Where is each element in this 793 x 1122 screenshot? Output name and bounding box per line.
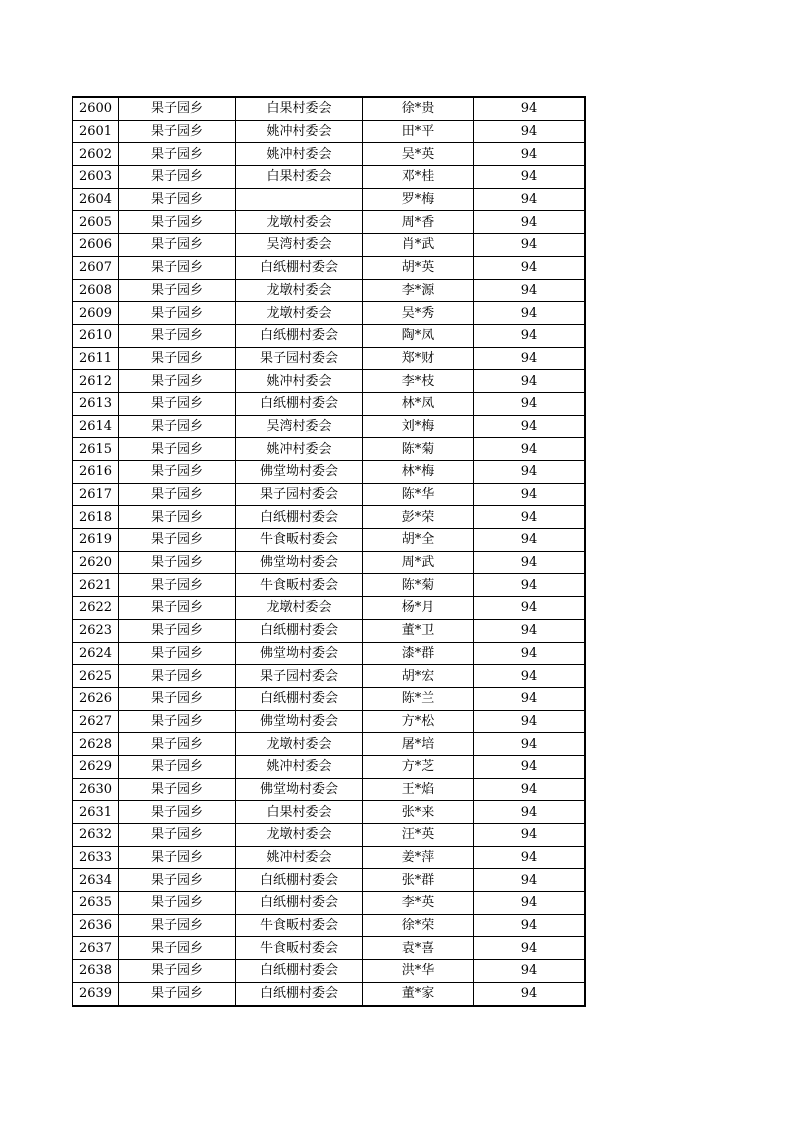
person-name-cell: 洪*华 — [363, 960, 474, 983]
row-number-cell: 2628 — [73, 733, 119, 756]
village-committee-cell: 白纸棚村委会 — [236, 869, 363, 892]
score-cell: 94 — [474, 710, 586, 733]
row-number-cell: 2621 — [73, 574, 119, 597]
table-row — [73, 982, 586, 1005]
village-committee-cell: 姚冲村委会 — [236, 755, 363, 778]
village-committee-cell: 吴湾村委会 — [236, 234, 363, 257]
village-committee-cell: 佛堂坳村委会 — [236, 778, 363, 801]
person-name-cell: 张*群 — [363, 869, 474, 892]
person-name-cell: 吴*秀 — [363, 302, 474, 325]
table-row — [73, 824, 586, 847]
score-cell: 94 — [474, 415, 586, 438]
row-number-cell: 2610 — [73, 324, 119, 347]
table-row — [73, 256, 586, 279]
row-number-cell: 2617 — [73, 483, 119, 506]
table-row — [73, 324, 586, 347]
table-row — [73, 574, 586, 597]
village-committee-cell: 牛食畈村委会 — [236, 937, 363, 960]
table-row — [73, 551, 586, 574]
person-name-cell: 姜*萍 — [363, 846, 474, 869]
person-name-cell: 李*英 — [363, 892, 474, 915]
village-committee-cell: 龙墩村委会 — [236, 597, 363, 620]
village-committee-cell: 姚冲村委会 — [236, 846, 363, 869]
person-name-cell: 张*来 — [363, 801, 474, 824]
score-cell: 94 — [474, 461, 586, 484]
roster-table — [72, 96, 586, 1007]
table-row — [73, 302, 586, 325]
village-committee-cell: 牛食畈村委会 — [236, 529, 363, 552]
person-name-cell: 罗*梅 — [363, 188, 474, 211]
row-number-cell: 2639 — [73, 982, 119, 1005]
row-number-cell: 2615 — [73, 438, 119, 461]
score-cell: 94 — [474, 892, 586, 915]
table-row — [73, 370, 586, 393]
township-cell: 果子园乡 — [119, 143, 236, 166]
person-name-cell: 胡*宏 — [363, 665, 474, 688]
person-name-cell: 徐*贵 — [363, 97, 474, 120]
village-committee-cell: 白纸棚村委会 — [236, 392, 363, 415]
table-row — [73, 279, 586, 302]
score-cell: 94 — [474, 778, 586, 801]
township-cell: 果子园乡 — [119, 937, 236, 960]
township-cell: 果子园乡 — [119, 914, 236, 937]
row-number-cell: 2600 — [73, 97, 119, 120]
township-cell: 果子园乡 — [119, 324, 236, 347]
person-name-cell: 方*芝 — [363, 755, 474, 778]
person-name-cell: 李*源 — [363, 279, 474, 302]
score-cell: 94 — [474, 97, 586, 120]
row-number-cell: 2601 — [73, 120, 119, 143]
person-name-cell: 漆*群 — [363, 642, 474, 665]
township-cell: 果子园乡 — [119, 597, 236, 620]
row-number-cell: 2622 — [73, 597, 119, 620]
table-row — [73, 166, 586, 189]
village-committee-cell: 牛食畈村委会 — [236, 574, 363, 597]
row-number-cell: 2623 — [73, 619, 119, 642]
table-row — [73, 914, 586, 937]
table-row — [73, 188, 586, 211]
village-committee-cell: 白纸棚村委会 — [236, 982, 363, 1005]
score-cell: 94 — [474, 937, 586, 960]
township-cell: 果子园乡 — [119, 370, 236, 393]
score-cell: 94 — [474, 256, 586, 279]
township-cell: 果子园乡 — [119, 892, 236, 915]
township-cell: 果子园乡 — [119, 846, 236, 869]
score-cell: 94 — [474, 869, 586, 892]
township-cell: 果子园乡 — [119, 188, 236, 211]
village-committee-cell: 白纸棚村委会 — [236, 960, 363, 983]
person-name-cell: 陈*菊 — [363, 574, 474, 597]
score-cell: 94 — [474, 574, 586, 597]
row-number-cell: 2631 — [73, 801, 119, 824]
township-cell: 果子园乡 — [119, 551, 236, 574]
score-cell: 94 — [474, 302, 586, 325]
person-name-cell: 方*松 — [363, 710, 474, 733]
row-number-cell: 2633 — [73, 846, 119, 869]
score-cell: 94 — [474, 619, 586, 642]
village-committee-cell: 龙墩村委会 — [236, 302, 363, 325]
township-cell: 果子园乡 — [119, 506, 236, 529]
row-number-cell: 2619 — [73, 529, 119, 552]
person-name-cell: 汪*英 — [363, 824, 474, 847]
table-row — [73, 869, 586, 892]
village-committee-cell: 白纸棚村委会 — [236, 892, 363, 915]
township-cell: 果子园乡 — [119, 960, 236, 983]
village-committee-cell: 佛堂坳村委会 — [236, 710, 363, 733]
village-committee-cell: 白纸棚村委会 — [236, 324, 363, 347]
row-number-cell: 2614 — [73, 415, 119, 438]
score-cell: 94 — [474, 597, 586, 620]
table-row — [73, 846, 586, 869]
township-cell: 果子园乡 — [119, 461, 236, 484]
township-cell: 果子园乡 — [119, 529, 236, 552]
village-committee-cell: 吴湾村委会 — [236, 415, 363, 438]
row-number-cell: 2632 — [73, 824, 119, 847]
township-cell: 果子园乡 — [119, 438, 236, 461]
row-number-cell: 2629 — [73, 755, 119, 778]
score-cell: 94 — [474, 665, 586, 688]
township-cell: 果子园乡 — [119, 97, 236, 120]
person-name-cell: 胡*全 — [363, 529, 474, 552]
township-cell: 果子园乡 — [119, 392, 236, 415]
score-cell: 94 — [474, 279, 586, 302]
score-cell: 94 — [474, 392, 586, 415]
township-cell: 果子园乡 — [119, 166, 236, 189]
row-number-cell: 2605 — [73, 211, 119, 234]
township-cell: 果子园乡 — [119, 733, 236, 756]
township-cell: 果子园乡 — [119, 755, 236, 778]
person-name-cell: 郑*财 — [363, 347, 474, 370]
person-name-cell: 陶*凤 — [363, 324, 474, 347]
row-number-cell: 2625 — [73, 665, 119, 688]
person-name-cell: 刘*梅 — [363, 415, 474, 438]
score-cell: 94 — [474, 506, 586, 529]
table-row — [73, 801, 586, 824]
village-committee-cell: 佛堂坳村委会 — [236, 551, 363, 574]
table-row — [73, 120, 586, 143]
table-row — [73, 415, 586, 438]
village-committee-cell: 姚冲村委会 — [236, 120, 363, 143]
row-number-cell: 2618 — [73, 506, 119, 529]
person-name-cell: 陈*华 — [363, 483, 474, 506]
village-committee-cell: 白纸棚村委会 — [236, 506, 363, 529]
table-row — [73, 960, 586, 983]
row-number-cell: 2611 — [73, 347, 119, 370]
score-cell: 94 — [474, 324, 586, 347]
row-number-cell: 2626 — [73, 687, 119, 710]
score-cell: 94 — [474, 755, 586, 778]
score-cell: 94 — [474, 188, 586, 211]
row-number-cell: 2607 — [73, 256, 119, 279]
person-name-cell: 杨*月 — [363, 597, 474, 620]
township-cell: 果子园乡 — [119, 234, 236, 257]
table-row — [73, 529, 586, 552]
score-cell: 94 — [474, 438, 586, 461]
row-number-cell: 2606 — [73, 234, 119, 257]
table-row — [73, 461, 586, 484]
person-name-cell: 胡*英 — [363, 256, 474, 279]
table-row — [73, 438, 586, 461]
row-number-cell: 2624 — [73, 642, 119, 665]
score-cell: 94 — [474, 982, 586, 1005]
table-row — [73, 97, 586, 120]
row-number-cell: 2630 — [73, 778, 119, 801]
village-committee-cell: 姚冲村委会 — [236, 143, 363, 166]
person-name-cell: 肖*武 — [363, 234, 474, 257]
person-name-cell: 周*香 — [363, 211, 474, 234]
township-cell: 果子园乡 — [119, 279, 236, 302]
score-cell: 94 — [474, 733, 586, 756]
person-name-cell: 周*武 — [363, 551, 474, 574]
score-cell: 94 — [474, 347, 586, 370]
score-cell: 94 — [474, 211, 586, 234]
table-row — [73, 687, 586, 710]
township-cell: 果子园乡 — [119, 982, 236, 1005]
village-committee-cell: 白纸棚村委会 — [236, 256, 363, 279]
person-name-cell: 袁*喜 — [363, 937, 474, 960]
village-committee-cell: 白果村委会 — [236, 801, 363, 824]
village-committee-cell: 佛堂坳村委会 — [236, 642, 363, 665]
score-cell: 94 — [474, 166, 586, 189]
village-committee-cell: 龙墩村委会 — [236, 824, 363, 847]
table-row — [73, 642, 586, 665]
township-cell: 果子园乡 — [119, 619, 236, 642]
table-row — [73, 597, 586, 620]
row-number-cell: 2603 — [73, 166, 119, 189]
score-cell: 94 — [474, 801, 586, 824]
table-row — [73, 483, 586, 506]
village-committee-cell: 龙墩村委会 — [236, 279, 363, 302]
township-cell: 果子园乡 — [119, 574, 236, 597]
table-row — [73, 778, 586, 801]
table-row — [73, 665, 586, 688]
person-name-cell: 李*枝 — [363, 370, 474, 393]
village-committee-cell: 白果村委会 — [236, 166, 363, 189]
person-name-cell: 董*卫 — [363, 619, 474, 642]
score-cell: 94 — [474, 914, 586, 937]
person-name-cell: 田*平 — [363, 120, 474, 143]
score-cell: 94 — [474, 846, 586, 869]
score-cell: 94 — [474, 529, 586, 552]
township-cell: 果子园乡 — [119, 710, 236, 733]
row-number-cell: 2604 — [73, 188, 119, 211]
table-row — [73, 892, 586, 915]
score-cell: 94 — [474, 143, 586, 166]
village-committee-cell: 白纸棚村委会 — [236, 687, 363, 710]
township-cell: 果子园乡 — [119, 665, 236, 688]
township-cell: 果子园乡 — [119, 120, 236, 143]
row-number-cell: 2620 — [73, 551, 119, 574]
row-number-cell: 2636 — [73, 914, 119, 937]
village-committee-cell: 白纸棚村委会 — [236, 619, 363, 642]
township-cell: 果子园乡 — [119, 642, 236, 665]
row-number-cell: 2609 — [73, 302, 119, 325]
person-name-cell: 董*家 — [363, 982, 474, 1005]
township-cell: 果子园乡 — [119, 687, 236, 710]
village-committee-cell: 龙墩村委会 — [236, 733, 363, 756]
row-number-cell: 2634 — [73, 869, 119, 892]
village-committee-cell: 佛堂坳村委会 — [236, 461, 363, 484]
village-committee-cell: 龙墩村委会 — [236, 211, 363, 234]
person-name-cell: 吴*英 — [363, 143, 474, 166]
table-row — [73, 392, 586, 415]
village-committee-cell: 姚冲村委会 — [236, 438, 363, 461]
row-number-cell: 2608 — [73, 279, 119, 302]
township-cell: 果子园乡 — [119, 801, 236, 824]
score-cell: 94 — [474, 642, 586, 665]
village-committee-cell: 果子园村委会 — [236, 347, 363, 370]
row-number-cell: 2616 — [73, 461, 119, 484]
person-name-cell: 陈*兰 — [363, 687, 474, 710]
village-committee-cell: 姚冲村委会 — [236, 370, 363, 393]
person-name-cell: 林*梅 — [363, 461, 474, 484]
row-number-cell: 2635 — [73, 892, 119, 915]
table-row — [73, 211, 586, 234]
township-cell: 果子园乡 — [119, 302, 236, 325]
person-name-cell: 彭*荣 — [363, 506, 474, 529]
table-row — [73, 506, 586, 529]
village-committee-cell: 果子园村委会 — [236, 483, 363, 506]
village-committee-cell: 牛食畈村委会 — [236, 914, 363, 937]
village-committee-cell: 白果村委会 — [236, 97, 363, 120]
township-cell: 果子园乡 — [119, 869, 236, 892]
row-number-cell: 2613 — [73, 392, 119, 415]
roster-table-body — [73, 97, 586, 1006]
table-row — [73, 755, 586, 778]
township-cell: 果子园乡 — [119, 778, 236, 801]
table-row — [73, 347, 586, 370]
village-committee-cell: 果子园村委会 — [236, 665, 363, 688]
score-cell: 94 — [474, 120, 586, 143]
row-number-cell: 2638 — [73, 960, 119, 983]
table-row — [73, 143, 586, 166]
person-name-cell: 王*焰 — [363, 778, 474, 801]
score-cell: 94 — [474, 960, 586, 983]
township-cell: 果子园乡 — [119, 211, 236, 234]
township-cell: 果子园乡 — [119, 483, 236, 506]
person-name-cell: 徐*荣 — [363, 914, 474, 937]
township-cell: 果子园乡 — [119, 347, 236, 370]
table-row — [73, 937, 586, 960]
row-number-cell: 2612 — [73, 370, 119, 393]
table-row — [73, 710, 586, 733]
table-row — [73, 234, 586, 257]
row-number-cell: 2637 — [73, 937, 119, 960]
score-cell: 94 — [474, 483, 586, 506]
row-number-cell: 2602 — [73, 143, 119, 166]
person-name-cell: 邓*桂 — [363, 166, 474, 189]
row-number-cell: 2627 — [73, 710, 119, 733]
township-cell: 果子园乡 — [119, 824, 236, 847]
person-name-cell: 陈*菊 — [363, 438, 474, 461]
score-cell: 94 — [474, 234, 586, 257]
township-cell: 果子园乡 — [119, 415, 236, 438]
score-cell: 94 — [474, 551, 586, 574]
score-cell: 94 — [474, 370, 586, 393]
table-row — [73, 733, 586, 756]
score-cell: 94 — [474, 824, 586, 847]
table-row — [73, 619, 586, 642]
person-name-cell: 屠*培 — [363, 733, 474, 756]
township-cell: 果子园乡 — [119, 256, 236, 279]
score-cell: 94 — [474, 687, 586, 710]
village-committee-cell — [236, 188, 363, 211]
person-name-cell: 林*凤 — [363, 392, 474, 415]
